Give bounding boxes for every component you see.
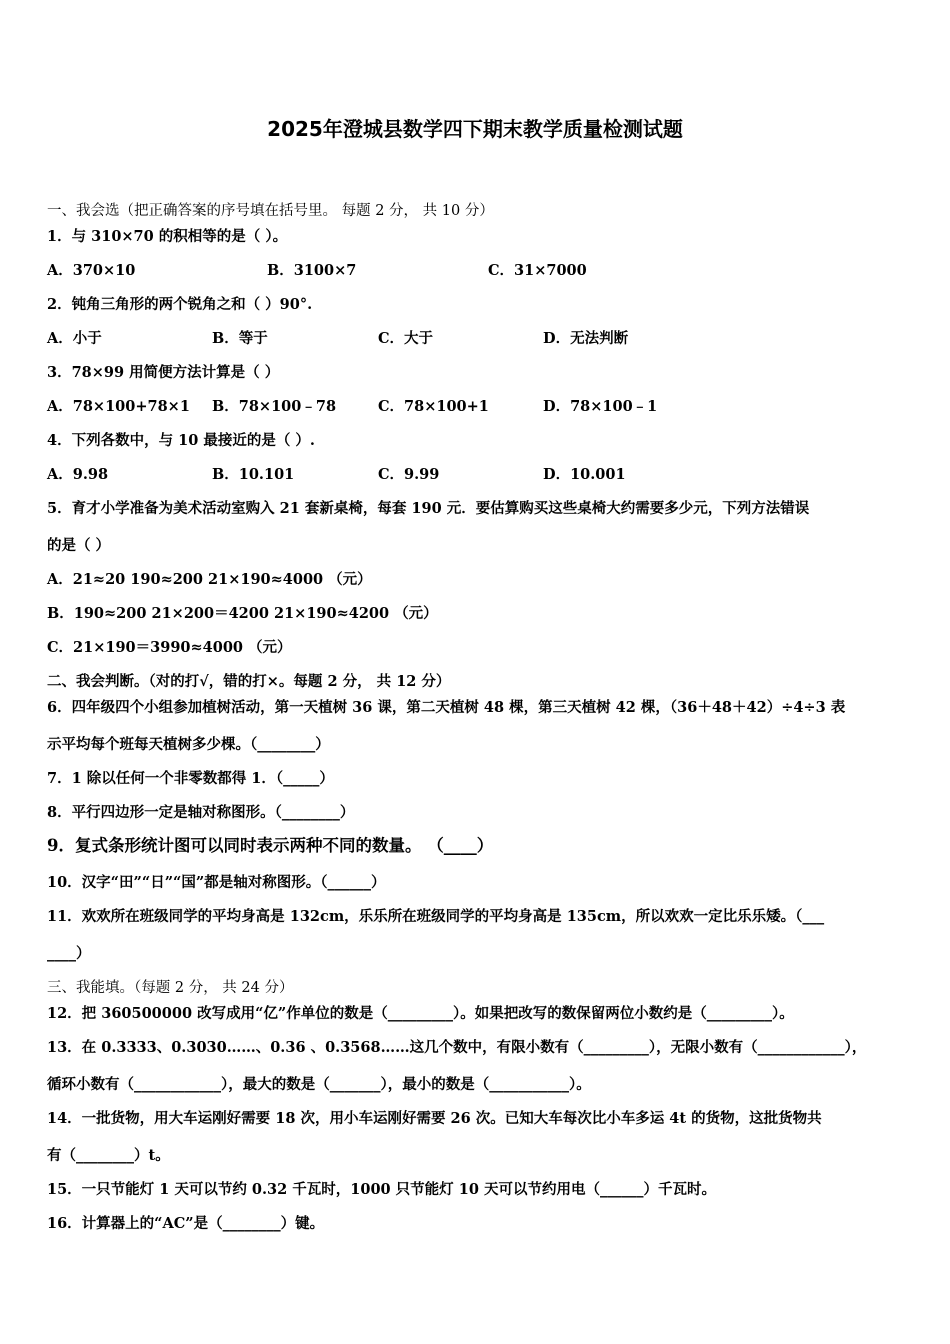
q3-option-b: B．78×100﹣78 [212,398,337,415]
q3-option-a: A．78×100+78×1 [47,398,190,415]
section-heading-judge: 二、我会判断。（对的打√，错的打×。每题 2 分， 共 12 分） [47,673,451,690]
q5-option-a: A．21≈20 190≈200 21×190≈4000 （元） [47,571,372,588]
question-4: 4．下列各数中，与 10 最接近的是（ ）. [47,432,315,449]
question-1: 1．与 310×70 的积相等的是（ ）。 [47,228,288,245]
question-6-line-1: 6．四年级四个小组参加植树活动，第一天植树 36 课，第二天植树 48 棵，第三天植树 42 棵，（36＋48＋42）÷4÷3 表 [47,699,846,716]
question-14-line-1: 14．一批货物，用大车运刚好需要 18 次，用小车运刚好需要 26 次。已知大车每次比小车多运 4t 的货物，这批货物共 [47,1110,822,1127]
q2-option-b: B．等于 [212,330,268,347]
question-5-line-2: 的是（ ） [47,537,111,554]
question-5-line-1: 5．育才小学准备为美术活动室购入 21 套新桌椅，每套 190 元．要估算购买这些桌椅大约需要多少元，下列方法错误 [47,500,810,517]
q2-option-d: D．无法判断 [543,330,629,347]
question-13-line-1: 13．在 0.3333、0.3030……、0.36 、0.3568……这几个数中，有限小数有（_________），无限小数有（____________）， [47,1039,867,1056]
question-11-line-1: 11．欢欢所在班级同学的平均身高是 132cm，乐乐所在班级同学的平均身高是 135cm，所以欢欢一定比乐乐矮。（___ [47,908,825,925]
q1-option-c: C．31×7000 [488,262,587,279]
q4-option-a: A．9.98 [47,466,109,483]
question-13-line-2: 循环小数有（____________），最大的数是（_______），最小的数是（___________）。 [47,1076,591,1093]
q4-option-c: C．9.99 [378,466,440,483]
section-heading-fill: 三、我能填。（每题 2 分， 共 24 分） [47,980,294,996]
question-7: 7．1 除以任何一个非零数都得 1．（_____） [47,770,334,787]
question-16: 16．计算器上的“AC”是（________）键。 [47,1215,325,1232]
q5-option-c: C．21×190＝3990≈4000 （元） [47,639,292,656]
q2-option-c: C．大于 [378,330,434,347]
question-15: 15．一只节能灯 1 天可以节约 0.32 千瓦时，1000 只节能灯 10 天可以节约用电（______）千瓦时。 [47,1181,716,1198]
q5-option-b: B．190≈200 21×200＝4200 21×190≈4200 （元） [47,605,438,622]
q4-option-b: B．10.101 [212,466,295,483]
question-3: 3．78×99 用简便方法计算是（ ） [47,364,280,381]
question-2: 2．钝角三角形的两个锐角之和（ ）90°. [47,296,313,313]
question-12: 12．把 360500000 改写成用“亿”作单位的数是（_________）。如果把改写的数保留两位小数约是（_________）。 [47,1005,794,1022]
q1-option-a: A．370×10 [47,262,136,279]
q1-option-b: B．3100×7 [267,262,357,279]
q3-option-c: C．78×100+1 [378,398,489,415]
section-heading-choice: 一、我会选（把正确答案的序号填在括号里。 每题 2 分， 共 10 分） [47,203,494,219]
question-8: 8．平行四边形一定是轴对称图形。（________） [47,804,355,821]
question-9: 9．复式条形统计图可以同时表示两种不同的数量。 （____） [47,836,494,855]
page-title: 2025年澄城县数学四下期末教学质量检测试题 [267,117,683,141]
question-6-line-2: 示平均每个班每天植树多少棵。（________） [47,736,330,753]
q4-option-d: D．10.001 [543,466,626,483]
q2-option-a: A．小于 [47,330,102,347]
question-14-line-2: 有（________）t。 [47,1147,170,1164]
q3-option-d: D．78×100﹣1 [543,398,658,415]
question-11-line-2: ____） [47,945,91,962]
question-10: 10．汉字“田”“日”“国”都是轴对称图形。（______） [47,874,386,891]
